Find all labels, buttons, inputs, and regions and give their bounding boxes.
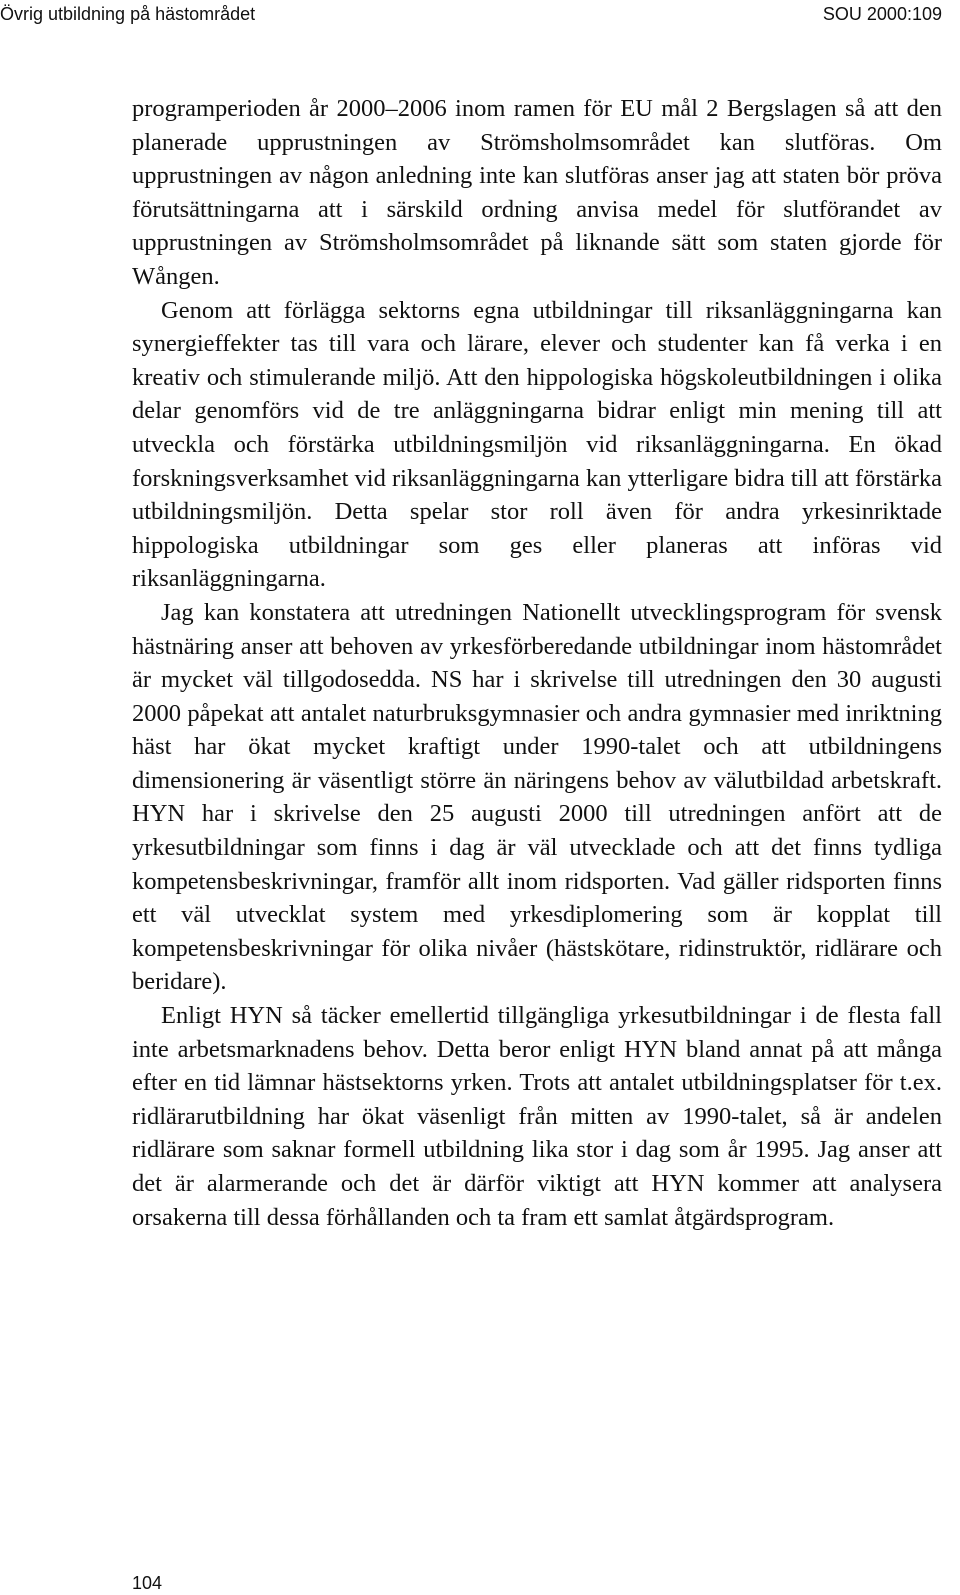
paragraph: Enligt HYN så täcker emellertid tillgängliga yrkesutbildningar i de flesta fall inte arbetsmarknadens behov. Detta beror enligt HYN bland annat på att många efter en tid lämnar hästsektorns yrken. Trots att antalet utbildningsplatser för t.ex. ridlärarutbildning har ökat väsenligt från mitten av 1990-talet, så är andelen ridlärare som saknar formell utbildning lika stor i dag som år 1995. Jag anser att det är alarmerande och det är därför viktigt att HYN kommer att analysera orsakerna till dessa förhållanden och ta fram ett samlat åtgärdsprogram. [132, 1002, 942, 1231]
paragraph: Genom att förlägga sektorns egna utbildningar till riksanläggningarna kan synergieffekter tas till vara och lärare, elever och studenter kan få verka i en kreativ och stimulerande miljö. Att den hippologiska högskoleutbildningen i olika delar genomförs vid de tre anläggningarna bidrar enligt min mening till att utveckla och förstärka utbildningsmiljön vid riksanläggningarna. En ökad forskningsverksamhet vid riksanläggningarna kan ytterligare bidra till att förstärka utbildningsmiljön. Detta spelar stor roll även för andra yrkesinriktade hippologiska utbildningar som ges eller planeras att införas vid riksanläggningarna. [132, 296, 942, 593]
paragraph: Jag kan konstatera att utredningen Nationellt utvecklingsprogram för svensk hästnäring anser att behoven av yrkesförberedande utbildningar inom hästområdet är mycket väl tillgodosedda. NS har i skrivelse till utredningen den 30 augusti 2000 påpekat att antalet naturbruksgymnasier och andra gymnasier med inriktning häst har ökat mycket kraftigt under 1990-talet och att utbildningens dimensionering är väsentligt större än näringens behov av välutbildad arbetskraft. HYN har i skrivelse den 25 augusti 2000 till utredningen anfört att de yrkesutbildningar som finns i dag är väl utvecklade och att det finns tydliga kompetensbeskrivningar, framför allt inom ridsporten. Vad gäller ridsporten finns ett väl utvecklat system med yrkesdiplomering som är kopplat till kompetensbeskrivningar för olika nivåer (hästskötare, ridinstruktör, ridlärare och beridare). [132, 598, 942, 996]
header-title: Övrig utbildning på hästområdet [0, 4, 256, 24]
page-number: 104 [132, 1573, 163, 1593]
paragraph-continuation: programperioden år 2000–2006 inom ramen för EU mål 2 Bergslagen så att den planerade upprustningen av Strömsholmsområdet kan slutföras. Om upprustningen av någon anledning inte kan slutföras anser jag att staten bör pröva förutsättningarna att i särskild ordning anvisa medel för slutförandet av upprustningen av Strömsholmsområdet på liknande sätt som staten gjorde för Wången. [132, 95, 942, 290]
body-text [132, 92, 942, 1234]
header-report-number: SOU 2000:109 [822, 4, 942, 24]
running-header [0, 0, 960, 32]
